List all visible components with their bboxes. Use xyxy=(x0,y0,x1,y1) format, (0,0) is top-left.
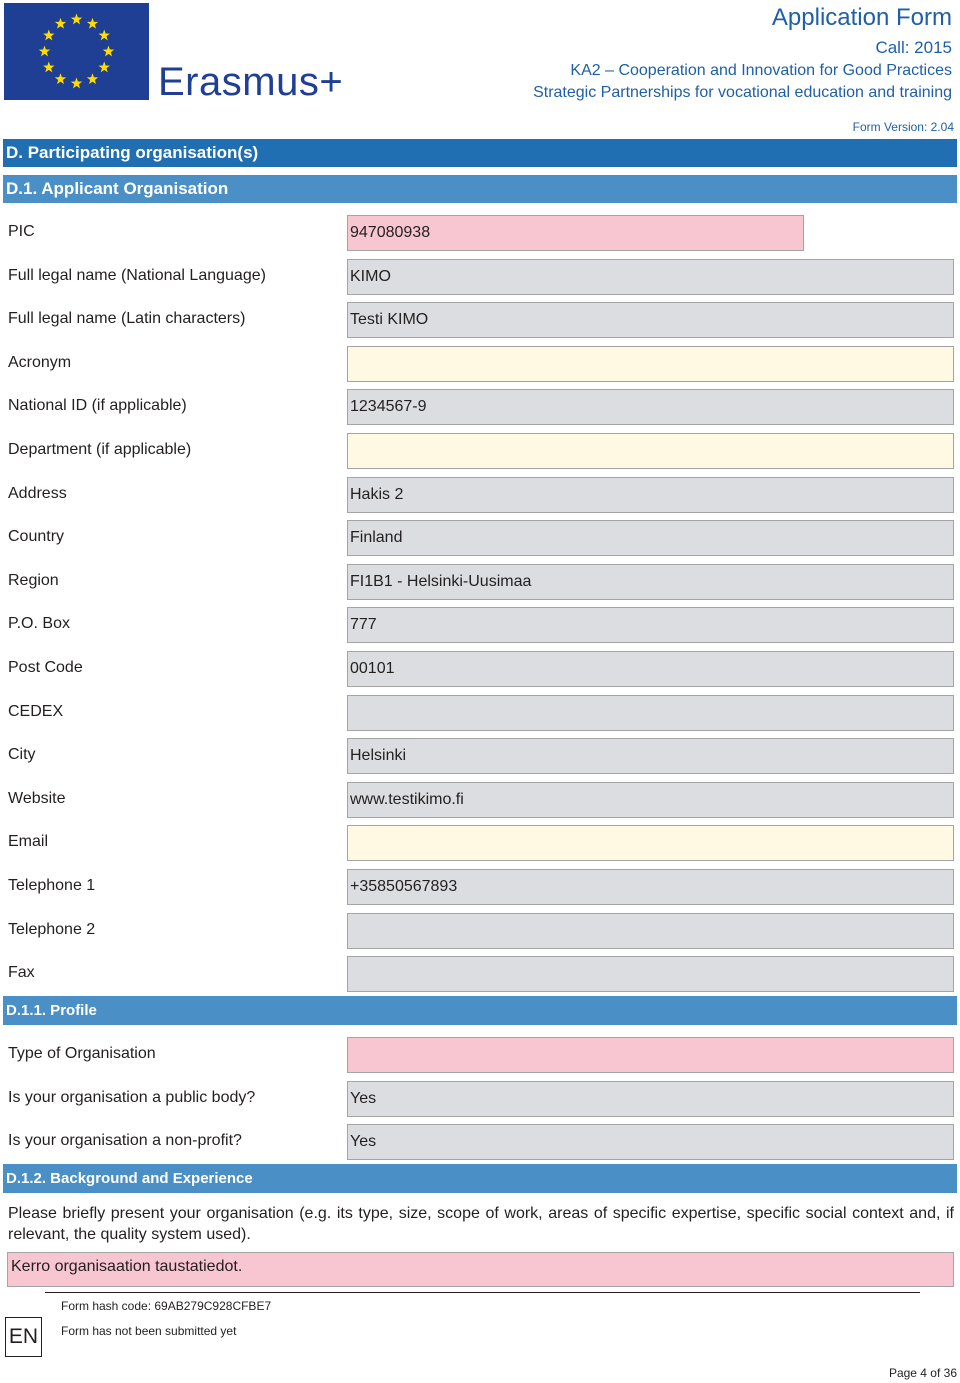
field-value[interactable]: Finland xyxy=(347,520,954,556)
eu-star xyxy=(55,18,66,29)
field-row xyxy=(0,389,960,425)
field-value[interactable] xyxy=(347,695,954,731)
field-value[interactable]: 777 xyxy=(347,607,954,643)
eu-star xyxy=(103,46,114,57)
field-value[interactable]: 947080938 xyxy=(347,215,804,251)
field-label: Full legal name (National Language) xyxy=(8,266,266,284)
field-label: Email xyxy=(8,833,49,851)
field-value[interactable]: Yes xyxy=(347,1124,954,1160)
field-row xyxy=(0,1124,960,1160)
field-value[interactable]: Helsinki xyxy=(347,738,954,774)
footer-divider xyxy=(45,1292,920,1293)
field-value[interactable]: 00101 xyxy=(347,651,954,687)
field-label: Is your organisation a public body? xyxy=(8,1088,256,1106)
field-row xyxy=(0,1037,960,1073)
eu-flag-logo xyxy=(4,3,149,100)
field-label: Region xyxy=(8,571,59,589)
field-row xyxy=(0,782,960,818)
field-value[interactable] xyxy=(347,913,954,949)
section-participating: D. Participating organisation(s) xyxy=(3,139,957,167)
section-profile: D.1.1. Profile xyxy=(3,996,957,1025)
field-value[interactable] xyxy=(347,956,954,992)
eu-star xyxy=(39,46,50,57)
field-value[interactable] xyxy=(347,825,954,861)
field-row xyxy=(0,825,960,861)
field-value[interactable]: Testi KIMO xyxy=(347,302,954,338)
field-row xyxy=(0,520,960,556)
field-row xyxy=(0,738,960,774)
field-value[interactable]: Hakis 2 xyxy=(347,477,954,513)
field-row xyxy=(0,913,960,949)
field-row xyxy=(0,564,960,600)
eu-star xyxy=(55,73,66,84)
field-label: Acronym xyxy=(8,353,72,371)
field-row xyxy=(0,433,960,469)
field-label: Country xyxy=(8,528,65,546)
form-title: Application Form xyxy=(771,4,952,31)
field-value[interactable]: www.testikimo.fi xyxy=(347,782,954,818)
field-label: Website xyxy=(8,789,66,807)
field-value[interactable]: KIMO xyxy=(347,259,954,295)
field-label: PIC xyxy=(8,223,35,240)
eu-star xyxy=(43,62,54,73)
field-row xyxy=(0,346,960,382)
field-label: Post Code xyxy=(8,659,83,676)
field-row xyxy=(0,302,960,338)
field-value[interactable] xyxy=(347,1037,954,1073)
field-row xyxy=(0,607,960,643)
eu-star xyxy=(87,73,98,84)
field-row xyxy=(0,869,960,905)
field-label: CEDEX xyxy=(8,702,64,720)
eu-star xyxy=(99,62,110,73)
field-value[interactable]: FI1B1 - Helsinki-Uusimaa xyxy=(347,564,954,600)
eu-star xyxy=(43,30,54,41)
field-label: Fax xyxy=(8,964,35,982)
field-row xyxy=(0,651,960,687)
field-row xyxy=(0,215,960,251)
section-background: D.1.2. Background and Experience xyxy=(3,1164,957,1193)
field-label: Department (if applicable) xyxy=(8,441,192,458)
field-value[interactable]: 1234567-9 xyxy=(347,389,954,425)
field-value[interactable] xyxy=(347,346,954,382)
section-applicant: D.1. Applicant Organisation xyxy=(3,175,957,203)
eu-star xyxy=(71,14,82,25)
form-version: Form Version: 2.04 xyxy=(852,120,954,134)
field-label: Telephone 1 xyxy=(8,877,96,894)
field-label: Telephone 2 xyxy=(8,920,96,938)
background-question: Please briefly present your organisation (e.g. its type, size, scope of work, areas of specific expertise, specific social context and, if relevant, the quality system used). xyxy=(8,1205,954,1243)
submission-status: Form has not been submitted yet xyxy=(61,1324,237,1338)
field-row xyxy=(0,477,960,513)
eu-star xyxy=(71,78,82,89)
sub-action: Strategic Partnerships for vocational education and training xyxy=(533,83,952,101)
field-row xyxy=(0,695,960,731)
field-row xyxy=(0,956,960,992)
call-year: Call: 2015 xyxy=(875,37,952,57)
field-label: City xyxy=(8,746,36,764)
field-label: Full legal name (Latin characters) xyxy=(8,310,246,328)
field-label: P.O. Box xyxy=(8,615,70,633)
field-label: Type of Organisation xyxy=(8,1045,156,1062)
key-action: KA2 – Cooperation and Innovation for Good Practices xyxy=(570,62,952,80)
eu-stars xyxy=(4,3,149,100)
background-answer-field[interactable]: Kerro organisaation taustatiedot. xyxy=(7,1252,954,1287)
page-number: Page 4 of 36 xyxy=(888,1366,957,1380)
eu-star xyxy=(99,30,110,41)
field-label: National ID (if applicable) xyxy=(8,397,187,415)
field-label: Address xyxy=(8,484,67,502)
language-badge: EN xyxy=(5,1317,42,1357)
header-info xyxy=(533,4,952,105)
field-value[interactable]: Yes xyxy=(347,1081,954,1117)
eu-star xyxy=(87,18,98,29)
field-row xyxy=(0,1081,960,1117)
form-hash: Form hash code: 69AB279C928CFBE7 xyxy=(61,1299,272,1313)
field-value[interactable] xyxy=(347,433,954,469)
field-label: Is your organisation a non-profit? xyxy=(8,1132,242,1150)
field-value[interactable]: +35850567893 xyxy=(347,869,954,905)
field-row xyxy=(0,259,960,295)
erasmus-brand: Erasmus+ xyxy=(158,60,344,104)
